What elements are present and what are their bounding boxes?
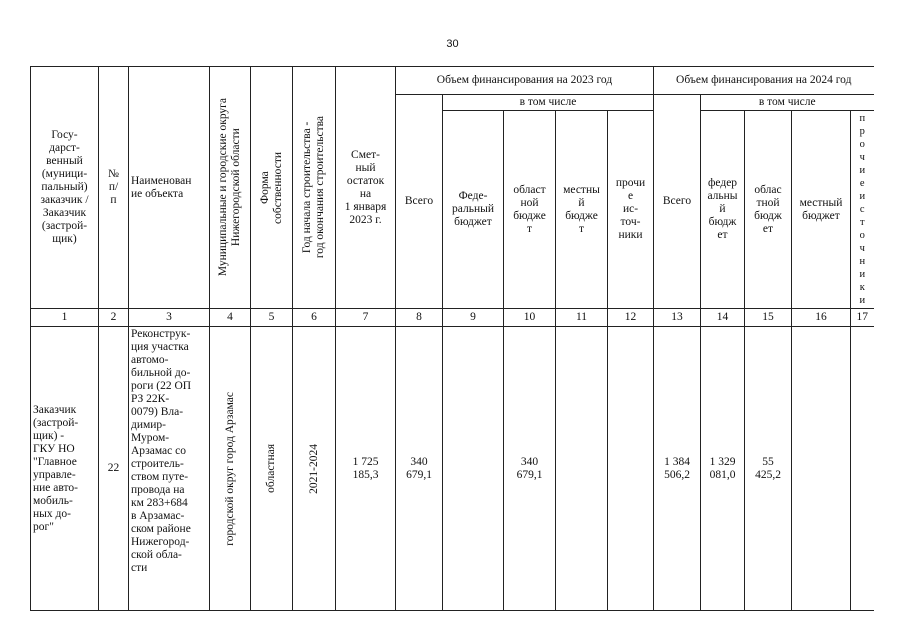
col-num: 12: [608, 309, 654, 327]
header-remainder: Смет- ный остаток на 1 января 2023 г.: [336, 67, 396, 309]
col-num: 13: [654, 309, 701, 327]
row-oth-2023: [608, 327, 654, 611]
col-num: 16: [792, 309, 851, 327]
header-customer: Госу- дарст- венный (муници- пальный) заказчик / Заказчик (застрой- щик): [31, 67, 99, 309]
header-num: № п/ п: [99, 67, 129, 309]
col-num: 8: [396, 309, 443, 327]
financing-table: [30, 66, 874, 611]
col-num: 14: [701, 309, 745, 327]
header-incl-2023: в том числе: [443, 95, 654, 111]
col-num: 4: [210, 309, 251, 327]
col-num: 3: [129, 309, 210, 327]
header-years: Год начала строительства - год окончания строительства: [293, 67, 336, 309]
row-oth-2024: [851, 327, 874, 611]
row-customer: Заказчик (застрой- щик) - ГКУ НО "Главное управле- ние авто- мобиль- ных до- рог": [31, 327, 99, 611]
header-total-2023: Всего: [396, 95, 443, 309]
header-fed-2024: федер альны й бюдж ет: [701, 111, 745, 309]
column-numbers-row: [31, 309, 874, 327]
row-reg-2024: 55 425,2: [745, 327, 792, 611]
header-total-2024: Всего: [654, 95, 701, 309]
col-num: 7: [336, 309, 396, 327]
row-num: 22: [99, 327, 129, 611]
col-num: 5: [251, 309, 293, 327]
row-total-2024: 1 384 506,2: [654, 327, 701, 611]
row-loc-2024: [792, 327, 851, 611]
row-municipality: городской округ город Арзамас: [210, 327, 251, 611]
row-total-2023: 340 679,1: [396, 327, 443, 611]
header-ownership: Форма собственности: [251, 67, 293, 309]
header-fin-2024: Объем финансирования на 2024 год: [654, 67, 874, 95]
header-loc-2024: местный бюджет: [792, 111, 851, 309]
header-oth-2024: п р о ч и е и с т о ч н и к и: [851, 111, 874, 309]
header-loc-2023: местны й бюдже т: [556, 111, 608, 309]
row-years: 2021-2024: [293, 327, 336, 611]
row-loc-2023: [556, 327, 608, 611]
table-row: [31, 327, 874, 611]
col-num: 1: [31, 309, 99, 327]
row-fed-2024: 1 329 081,0: [701, 327, 745, 611]
header-reg-2024: облас тной бюдж ет: [745, 111, 792, 309]
col-num: 10: [504, 309, 556, 327]
col-num: 15: [745, 309, 792, 327]
row-name: Реконструк- ция участка автомо- бильной до- роги (22 ОП РЗ 22К- 0079) Вла- димир- Муром- Арзамас со строитель- ством путе- провода на км 283+684 в Арзамас- ском районе Нижегород- ской обла- сти: [129, 327, 210, 611]
header-name: Наименован ие объекта: [129, 67, 210, 309]
header-reg-2023: област ной бюдже т: [504, 111, 556, 309]
row-ownership: областная: [251, 327, 293, 611]
row-fed-2023: [443, 327, 504, 611]
header-municipality: Муниципальные и городские округа Нижегородской области: [210, 67, 251, 309]
header-fed-2023: Феде- ральный бюджет: [443, 111, 504, 309]
col-num: 11: [556, 309, 608, 327]
col-num: 2: [99, 309, 129, 327]
page-number: 30: [446, 38, 459, 50]
col-num: 9: [443, 309, 504, 327]
row-reg-2023: 340 679,1: [504, 327, 556, 611]
header-oth-2023: прочи е ис- точ- ники: [608, 111, 654, 309]
col-num: 17: [851, 309, 874, 327]
row-remainder: 1 725 185,3: [336, 327, 396, 611]
col-num: 6: [293, 309, 336, 327]
header-fin-2023: Объем финансирования на 2023 год: [396, 67, 654, 95]
header-incl-2024: в том числе: [701, 95, 874, 111]
